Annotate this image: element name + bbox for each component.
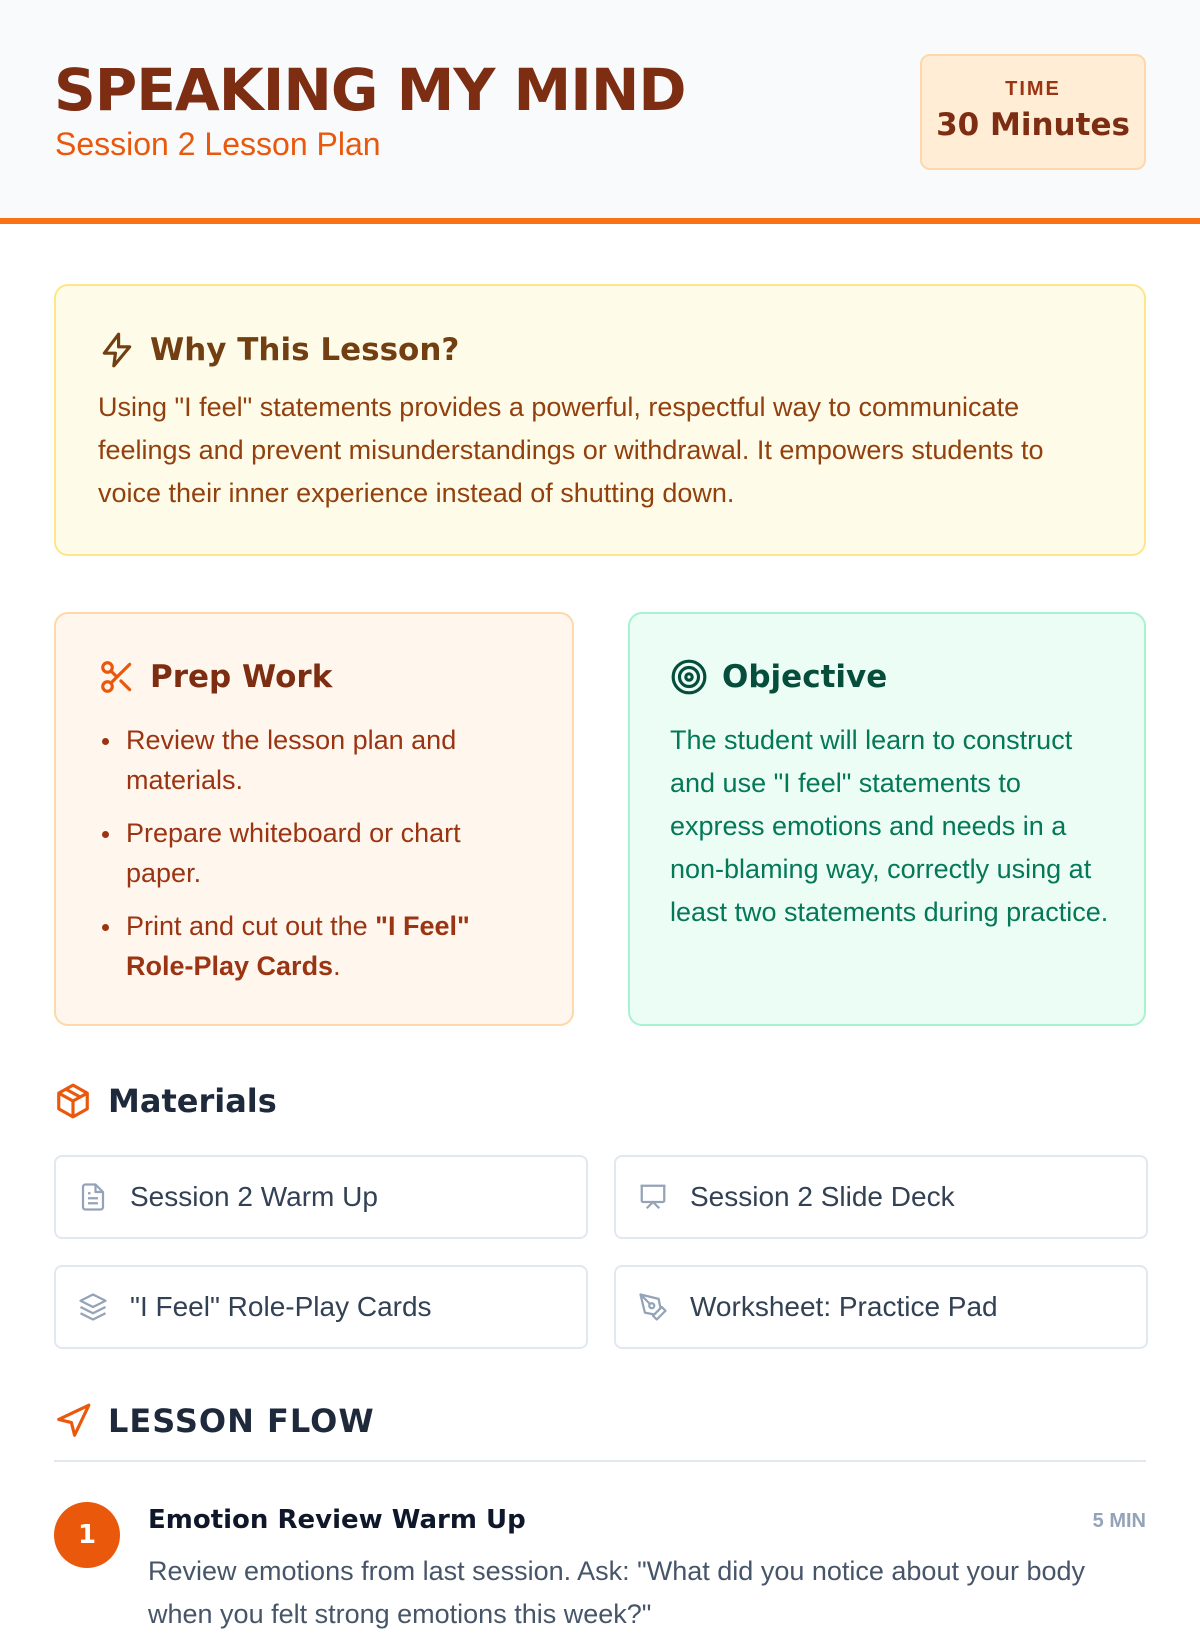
material-label: Worksheet: Practice Pad <box>690 1291 998 1322</box>
prep-item: Prepare whiteboard or chart paper. <box>98 813 538 893</box>
prep-item-bold: "I Feel" Role-Play Cards <box>126 911 470 981</box>
section-divider <box>54 1460 1146 1462</box>
material-slide-deck[interactable] <box>614 1155 1148 1239</box>
navigation-icon <box>54 1402 92 1440</box>
time-label: TIME <box>1005 78 1061 100</box>
page-title: SPEAKING MY MIND <box>54 56 686 124</box>
material-role-play-cards[interactable] <box>54 1265 588 1349</box>
materials-heading-row <box>54 1082 277 1120</box>
time-badge <box>920 54 1146 170</box>
material-label: Session 2 Warm Up <box>130 1181 378 1212</box>
material-worksheet[interactable] <box>614 1265 1148 1349</box>
box-icon <box>54 1082 92 1120</box>
lesson-flow-heading-row <box>54 1402 375 1440</box>
step-duration: 5 MIN <box>1092 1510 1146 1532</box>
objective-card <box>628 612 1146 1026</box>
material-warm-up[interactable] <box>54 1155 588 1239</box>
lightning-icon <box>98 331 136 369</box>
objective-heading-row <box>670 658 887 696</box>
why-card <box>54 284 1146 556</box>
scissors-icon <box>98 658 136 696</box>
material-label: Session 2 Slide Deck <box>690 1181 955 1212</box>
prep-item: Review the lesson plan and materials. <box>98 720 538 800</box>
prep-list <box>98 720 538 999</box>
prep-item <box>98 906 538 986</box>
page-subtitle: Session 2 Lesson Plan <box>55 126 381 162</box>
step-title: Emotion Review Warm Up <box>148 1505 526 1535</box>
materials-heading: Materials <box>108 1082 277 1120</box>
step-description: Review emotions from last session. Ask: "What did you notice about your body when you felt strong emotions this week?" <box>148 1556 1086 1629</box>
prep-heading: Prep Work <box>150 659 333 695</box>
why-heading: Why This Lesson? <box>150 332 460 368</box>
prep-heading-row <box>98 658 332 696</box>
pen-tool-icon <box>638 1292 668 1322</box>
why-heading-row <box>98 331 459 369</box>
lesson-flow-heading: LESSON FLOW <box>108 1402 375 1440</box>
objective-heading: Objective <box>722 659 888 695</box>
objective-text: The student will learn to construct and use "I feel" statements to express emotions and needs in a non-blaming way, correctly using at least two statements during practice. <box>670 725 1109 927</box>
target-icon <box>670 658 708 696</box>
presentation-icon <box>638 1182 668 1212</box>
material-label: "I Feel" Role-Play Cards <box>130 1291 432 1322</box>
layers-icon <box>78 1292 108 1322</box>
prep-item-text: Print and cut out the <box>126 911 376 941</box>
document-icon <box>78 1182 108 1212</box>
why-text: Using "I feel" statements provides a powerful, respectful way to communicate feelings and prevent misunderstandings or withdrawal. It empowers students to voice their inner experience instead of shutting down. <box>98 392 1044 508</box>
time-value: 30 Minutes <box>936 107 1130 143</box>
prep-card <box>54 612 574 1026</box>
prep-item-end: . <box>333 951 341 981</box>
step-number-badge: 1 <box>54 1502 120 1568</box>
page-header <box>0 0 1200 224</box>
